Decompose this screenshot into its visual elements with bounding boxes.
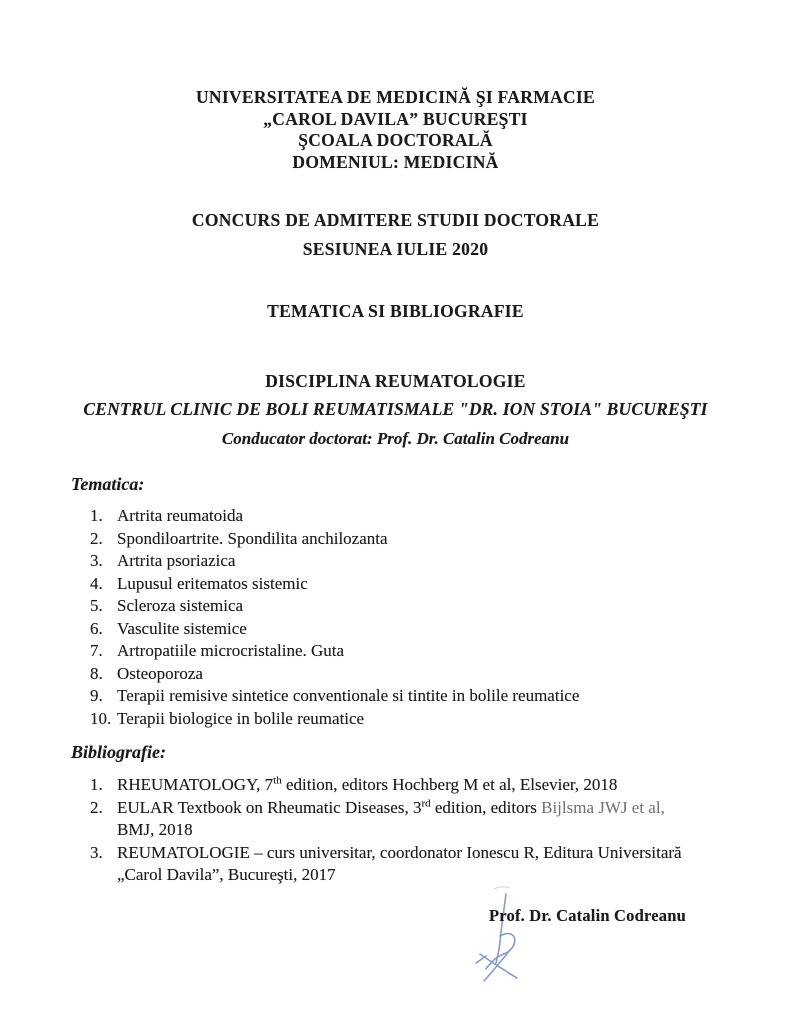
- discipline-title: DISCIPLINA REUMATOLOGIE: [265, 371, 526, 391]
- bibliografie-item: [90, 774, 747, 797]
- bibliografie-heading: Bibliografie:: [71, 742, 166, 762]
- tematica-item: [90, 573, 747, 596]
- item-number: 1.: [90, 775, 103, 794]
- tematica-item: [90, 595, 747, 618]
- item-text-line2: „Carol Davila”, Bucureşti, 2017: [117, 865, 336, 884]
- item-text-line2: BMJ, 2018: [117, 820, 193, 839]
- tematica-item: [90, 618, 747, 641]
- bibliografie-item: [90, 842, 747, 887]
- item-text: RHEUMATOLOGY, 7: [117, 775, 274, 794]
- university-branch: „CAROL DAVILA” BUCUREŞTI: [263, 108, 528, 129]
- item-number: 3.: [90, 551, 103, 570]
- tematica-item: [90, 708, 747, 731]
- item-text: Artropatiile microcristaline. Guta: [117, 641, 345, 660]
- item-number: 10.: [90, 708, 112, 728]
- item-number: 2.: [90, 528, 103, 548]
- coordinator-line: Conducator doctorat: Prof. Dr. Catalin Codreanu: [221, 429, 570, 448]
- item-number: 5.: [90, 596, 103, 615]
- item-number: 6.: [90, 618, 103, 638]
- domain-line: DOMENIUL: MEDICINĂ: [292, 151, 499, 172]
- bibliografie-list: [0, 774, 791, 887]
- tematica-item: [90, 685, 747, 708]
- tematica-item: [90, 550, 747, 573]
- item-number: 1.: [90, 506, 103, 525]
- tematica-heading: Tematica:: [71, 474, 145, 494]
- handwritten-signature-ink: [472, 884, 536, 988]
- university-header: [0, 0, 791, 173]
- item-number: 3.: [90, 842, 103, 862]
- item-text: Artrita reumatoida: [117, 506, 244, 525]
- item-text: edition, editors Hochberg M et al, Elsevier, 2018: [281, 775, 618, 794]
- muted-author-text: Bijlsma JWJ et al,: [541, 797, 665, 817]
- item-number: 4.: [90, 573, 103, 593]
- tematica-item: [90, 505, 747, 528]
- university-name: UNIVERSITATEA DE MEDICINĂ ŞI FARMACIE: [195, 87, 596, 107]
- item-text: Scleroza sistemica: [117, 596, 244, 615]
- item-number: 9.: [90, 686, 103, 705]
- item-text: Artrita psoriazica: [117, 551, 236, 570]
- item-text: Terapii biologice in bolile reumatice: [117, 708, 365, 728]
- tematica-item: [90, 663, 747, 686]
- item-number: 8.: [90, 663, 103, 683]
- item-number: 7.: [90, 641, 103, 660]
- item-text: Lupusul eritematos sistemic: [117, 573, 308, 593]
- item-text: Spondiloartrite. Spondilita anchilozanta: [117, 528, 388, 548]
- tematica-list: [0, 505, 791, 730]
- signatory-name: Prof. Dr. Catalin Codreanu: [489, 906, 686, 925]
- ordinal-superscript: rd: [421, 796, 431, 809]
- tematica-item: [90, 528, 747, 551]
- section-title: TEMATICA SI BIBLIOGRAFIE: [267, 301, 524, 321]
- center-title: CENTRUL CLINIC DE BOLI REUMATISMALE "DR. ION STOIA" BUCUREŞTI: [83, 399, 708, 419]
- item-text: Osteoporoza: [117, 663, 203, 683]
- ordinal-superscript: th: [273, 774, 282, 787]
- item-text: Vasculite sistemice: [117, 618, 247, 638]
- doctoral-school: ŞCOALA DOCTORALĂ: [298, 130, 493, 150]
- bibliografie-item: [90, 796, 747, 842]
- item-text: Terapii remisive sintetice conventionale si tintite in bolile reumatice: [117, 686, 580, 705]
- contest-title: CONCURS DE ADMITERE STUDII DOCTORALE: [191, 210, 600, 230]
- tematica-item: [90, 640, 747, 663]
- item-text: EULAR Textbook on Rheumatic Diseases, 3: [117, 797, 422, 817]
- item-text: REUMATOLOGIE – curs universitar, coordonator Ionescu R, Editura Universitară: [117, 842, 682, 862]
- item-number: 2.: [90, 797, 103, 817]
- item-text: edition, editors: [430, 797, 542, 817]
- session-title: SESIUNEA IULIE 2020: [302, 239, 489, 259]
